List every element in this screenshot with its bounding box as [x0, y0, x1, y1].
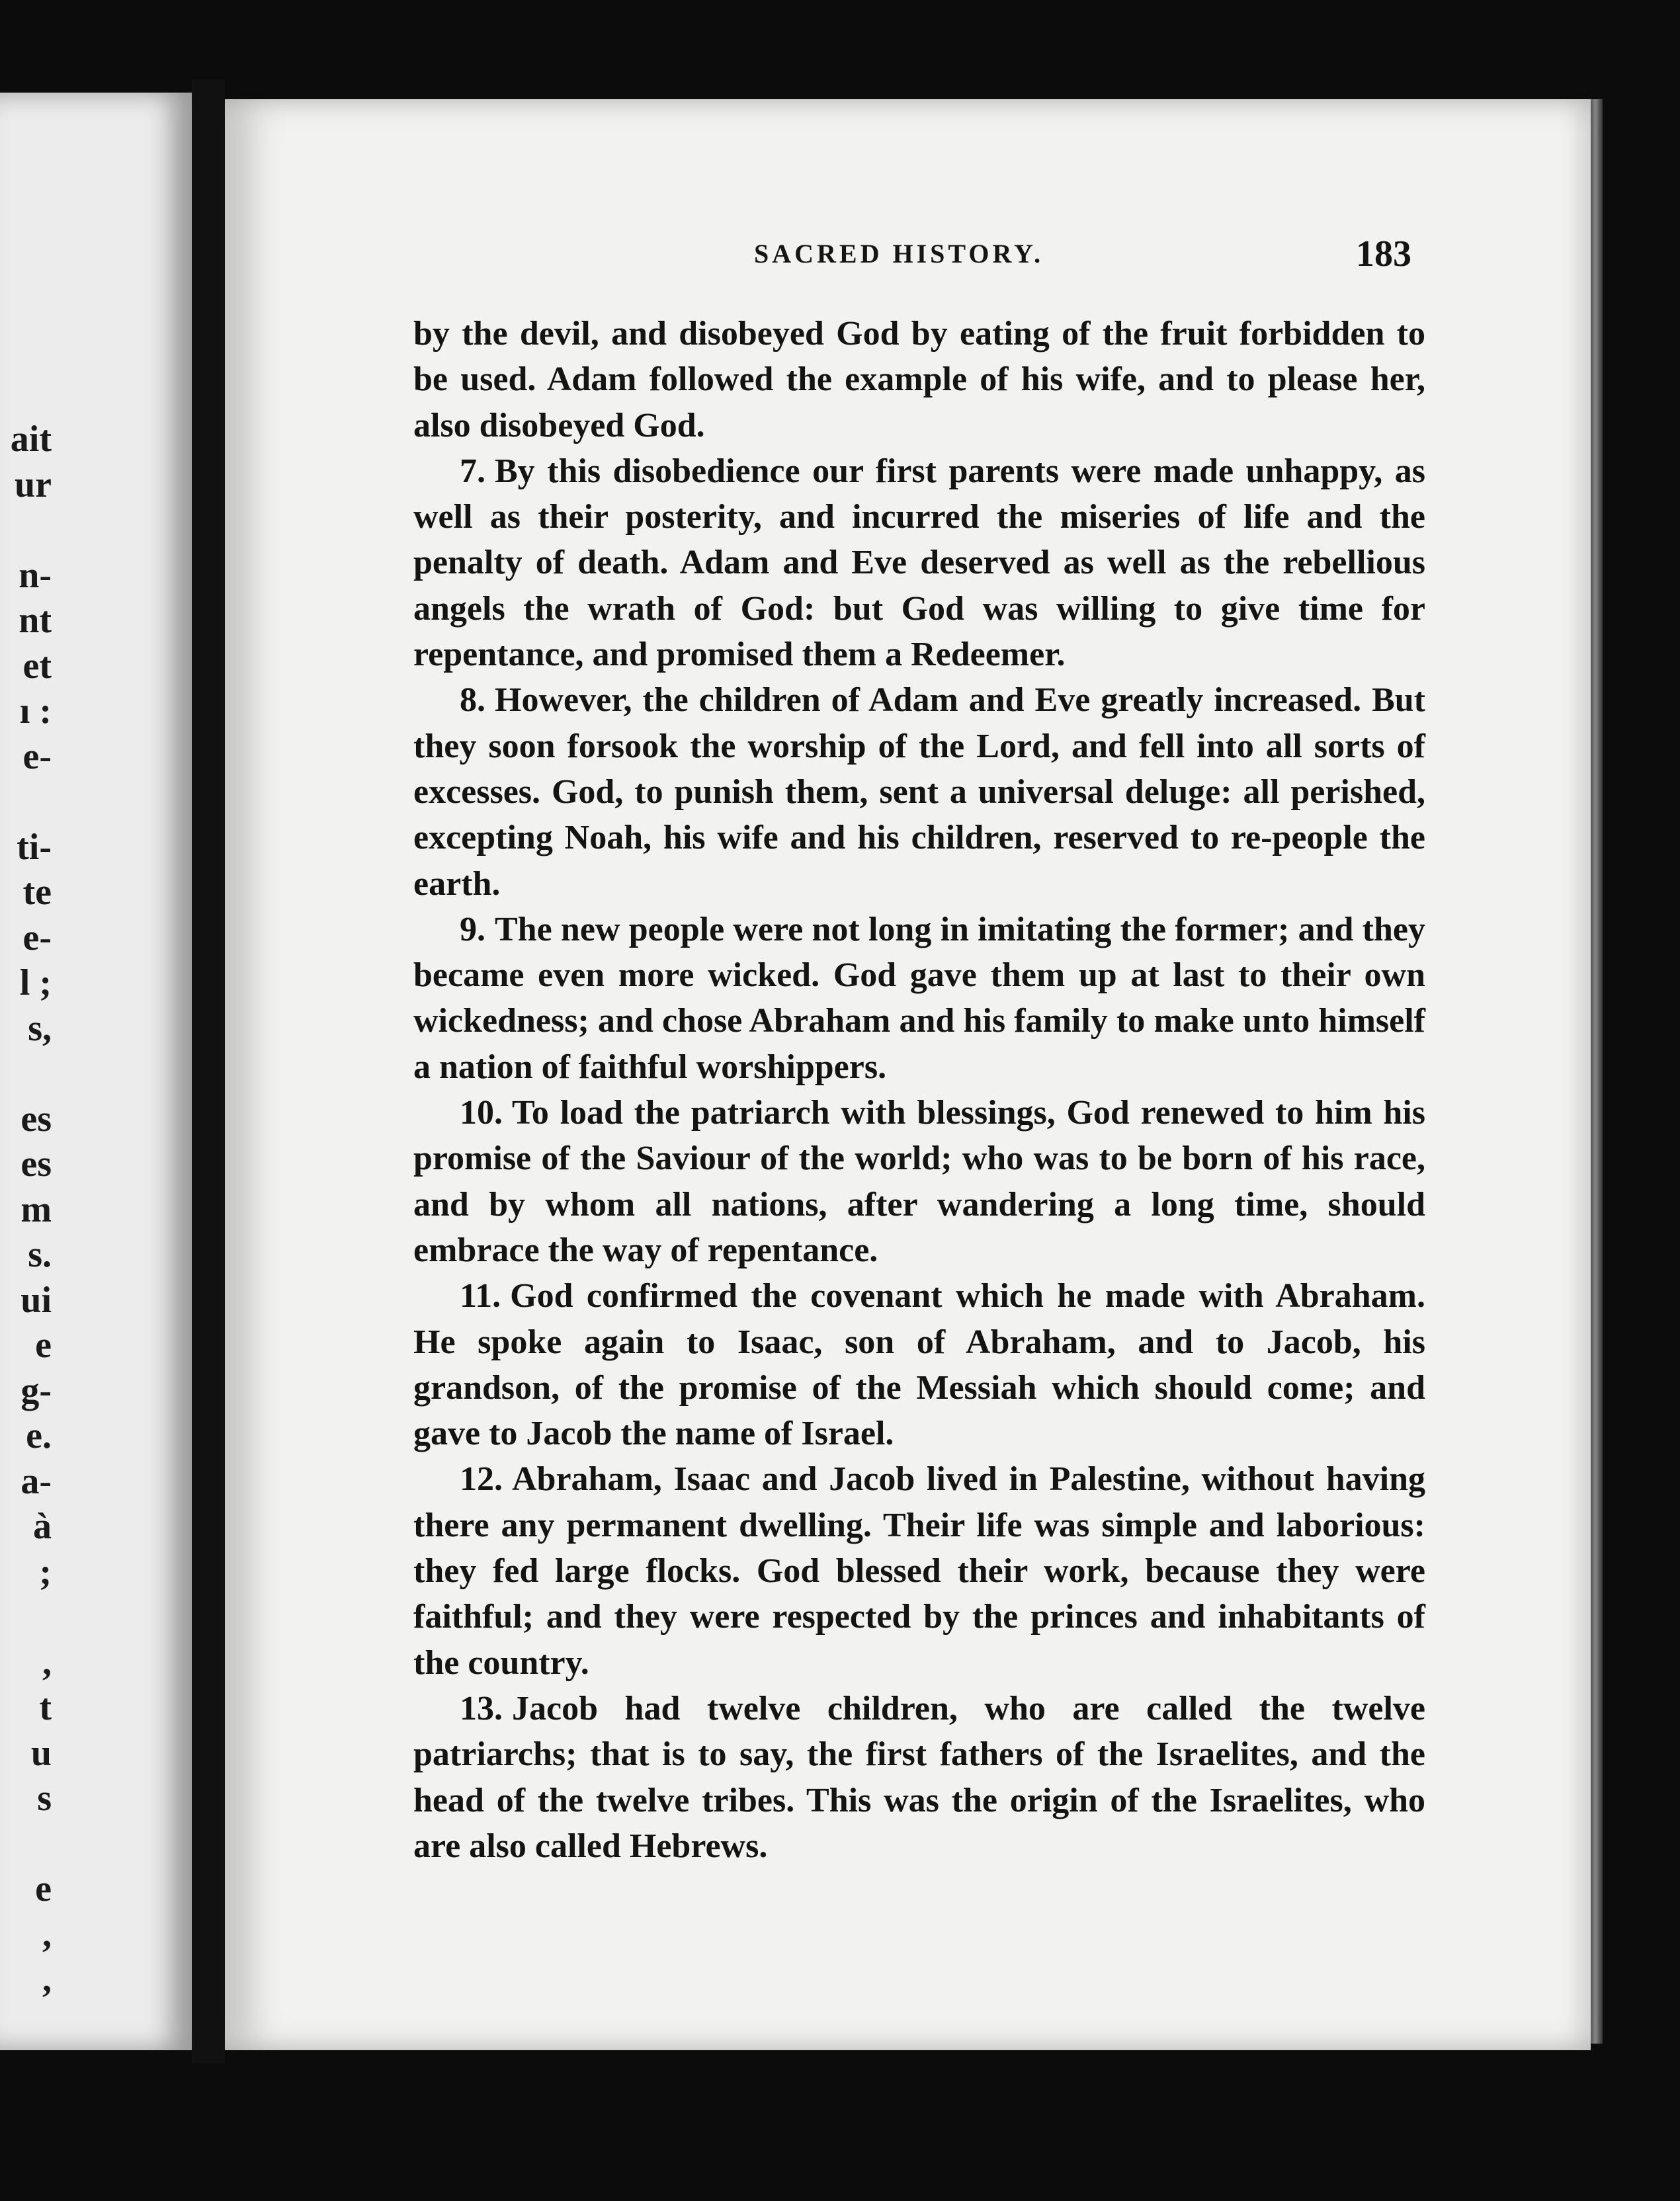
paragraph-text: However, the children of Adam and Eve greatly increased. But they soon forsook the worship of the Lord, and fell into all sorts of excesses. God, to punish them, sent a universal deluge: all perished, excepting Noah, his wife and his children, reserved to re-people the earth.	[413, 681, 1425, 903]
paragraph-number: 10.	[460, 1094, 503, 1132]
paragraph-text: The new people were not long in imitating the former; and they became even more wicked. God gave them up at last to their own wickedness; and chose Abraham and his family to make unto himself a nation of faithful worshippers.	[413, 910, 1425, 1086]
paragraph-7	[413, 448, 1425, 677]
paragraph-text: Jacob had twelve children, who are called the twelve patriarchs; that is to say, the first fathers of the Israelites, and the head of the twelve tribes. This was the origin of the Israelites, who are also called Hebrews.	[413, 1689, 1425, 1865]
paragraph-text: God confirmed the covenant which he made with Abraham. He spoke again to Isaac, son of Abraham, and to Jacob, his grandson, of the promise of the Messiah which should come; and gave to Jacob the name of Israel.	[413, 1277, 1425, 1453]
book-gutter	[192, 79, 225, 2063]
left-page	[0, 93, 192, 2050]
paragraph-10	[413, 1090, 1425, 1273]
running-title: SACRED HISTORY.	[754, 239, 1044, 269]
page-header	[0, 233, 1680, 278]
paragraph-text: To load the patriarch with blessings, God renewed to him his promise of the Saviour of the world; who was to be born of his race, and by whom all nations, after wandering a long time, should embrace the way of repentance.	[413, 1094, 1425, 1269]
page-number: 183	[1356, 233, 1411, 274]
paragraph-9	[413, 907, 1425, 1090]
paragraph-number: 8.	[460, 681, 485, 720]
paragraph-continued	[413, 311, 1425, 448]
paragraph-number: 13.	[460, 1689, 503, 1727]
paragraph-13	[413, 1686, 1425, 1869]
paragraph-number: 7.	[460, 452, 485, 490]
paragraph-number: 9.	[460, 910, 485, 948]
body-text	[413, 311, 1425, 1869]
paragraph-8	[413, 677, 1425, 906]
left-page-text-fragments: ait ur n- nt et ı : e- ti- te e- l ; s, es es m s. ui e g- e. a- à ; , t u s e , ,	[10, 419, 52, 2000]
page-edge	[1591, 99, 1603, 2044]
paragraph-text: Abraham, Isaac and Jacob lived in Palestine, without having there any permanent dwelling. Their life was simple and laborious: they fed large flocks. God blessed their work, because they were faithful; and they were respected by the princes and inhabitants of the country.	[413, 1460, 1425, 1682]
paragraph-12	[413, 1456, 1425, 1685]
paragraph-number: 11.	[460, 1277, 501, 1315]
paragraph-text: By this disobedience our first parents were made unhappy, as well as their posterity, and incurred the miseries of life and the penalty of death. Adam and Eve deserved as well as the rebellious angels the wrath of God: but God was willing to give time for repentance, and promised them a Redeemer.	[413, 452, 1425, 674]
paragraph-text: by the devil, and disobeyed God by eating of the fruit forbidden to be used. Adam followed the example of his wife, and to please her, also disobeyed God.	[413, 315, 1425, 444]
paragraph-11	[413, 1273, 1425, 1456]
paragraph-number: 12.	[460, 1460, 503, 1499]
